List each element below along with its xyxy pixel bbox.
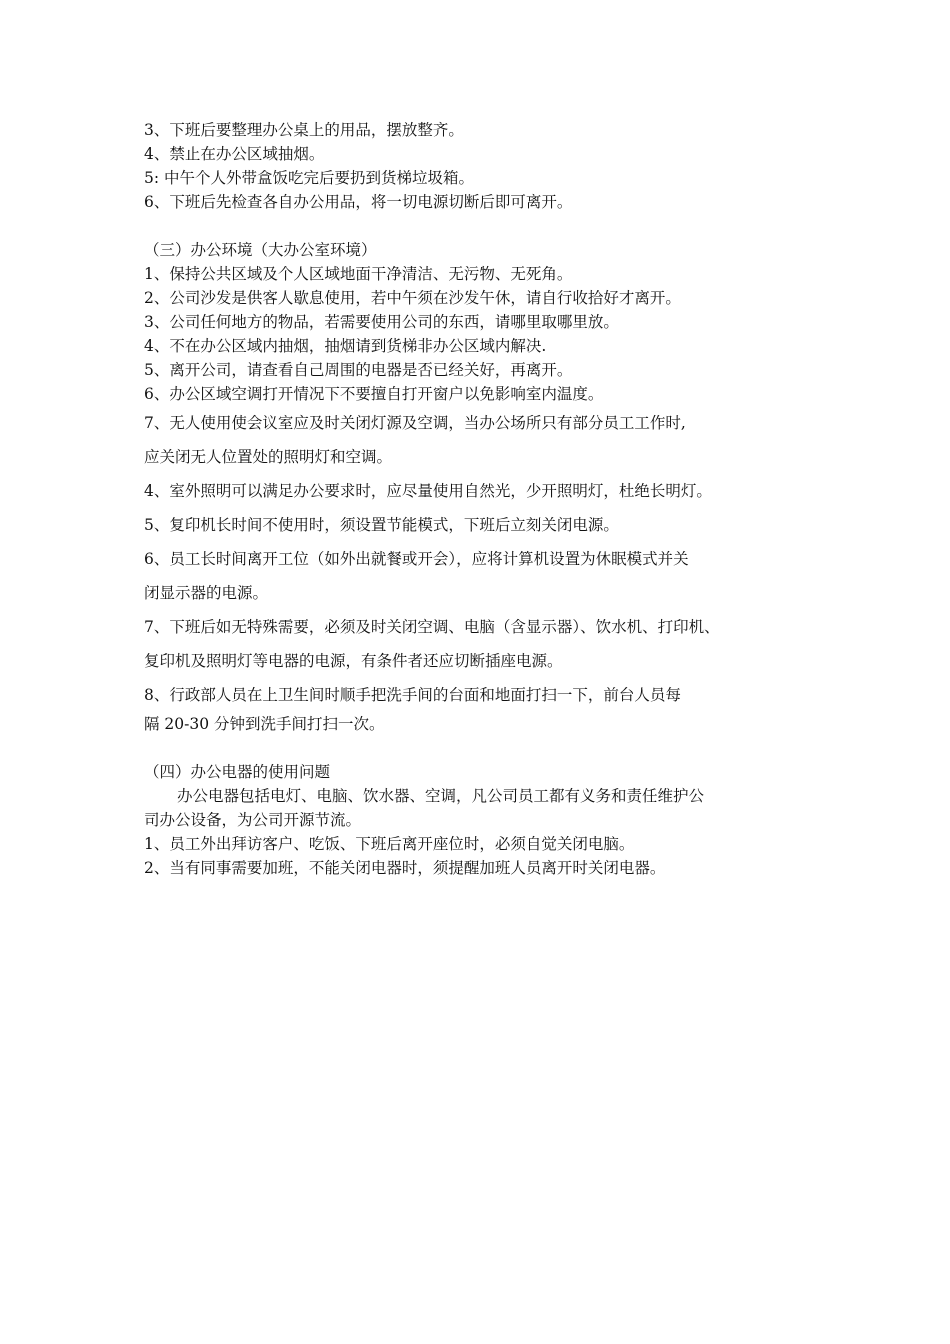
paragraph-line: 3、公司任何地方的物品，若需要使用公司的东西，请哪里取哪里放。 (144, 313, 619, 331)
paragraph-line: 闭显示器的电源。 (144, 584, 269, 602)
paragraph-line: 6、办公区域空调打开情况下不要擅自打开窗户以免影响室内温度。 (144, 385, 604, 403)
paragraph-line: 4、禁止在办公区域抽烟。 (144, 145, 325, 163)
paragraph-line: 1、员工外出拜访客户、吃饭、下班后离开座位时，必须自觉关闭电脑。 (144, 835, 635, 853)
paragraph-line: 6、员工长时间离开工位（如外出就餐或开会），应将计算机设置为休眠模式并关 (144, 550, 689, 568)
paragraph-line: 应关闭无人位置处的照明灯和空调。 (144, 448, 393, 466)
paragraph-line: 复印机及照明灯等电器的电源，有条件者还应切断插座电源。 (144, 652, 563, 670)
paragraph-line: 4、室外照明可以满足办公要求时，应尽量使用自然光，少开照明灯，杜绝长明灯。 (144, 482, 712, 500)
paragraph-line: 5、离开公司，请查看自己周围的电器是否已经关好，再离开。 (144, 361, 573, 379)
section-heading: （四）办公电器的使用问题 (144, 763, 331, 781)
paragraph-line: 3、下班后要整理办公桌上的用品，摆放整齐。 (144, 121, 464, 139)
spacer (144, 736, 814, 760)
paragraph-line: 司办公设备，为公司开源节流。 (144, 811, 362, 829)
paragraph-line: 办公电器包括电灯、电脑、饮水器、空调，凡公司员工都有义务和责任维护公 (177, 787, 705, 805)
paragraph-line: 5: 中午个人外带盒饭吃完后要扔到货梯垃圾箱。 (144, 169, 475, 187)
paragraph-line: 2、当有同事需要加班，不能关闭电器时，须提醒加班人员离开时关闭电器。 (144, 859, 666, 877)
paragraph-line: 8、行政部人员在上卫生间时顺手把洗手间的台面和地面打扫一下，前台人员每 (144, 686, 681, 704)
document-body (144, 118, 814, 880)
paragraph-line: 2、公司沙发是供客人歇息使用，若中午须在沙发午休，请自行收拾好才离开。 (144, 289, 681, 307)
paragraph-line: 7、无人使用使会议室应及时关闭灯源及空调，当办公场所只有部分员工工作时, (144, 414, 686, 432)
paragraph-line: 6、下班后先检查各自办公用品，将一切电源切断后即可离开。 (144, 193, 573, 211)
spacer (144, 214, 814, 238)
paragraph-line: 7、下班后如无特殊需要，必须及时关闭空调、电脑（含显示器）、饮水机、打印机、 (144, 618, 720, 636)
paragraph-line: 4、不在办公区域内抽烟，抽烟请到货梯非办公区域内解决. (144, 337, 547, 355)
paragraph-line: 隔 20-30 分钟到洗手间打扫一次。 (144, 715, 385, 733)
paragraph-line: 1、保持公共区域及个人区域地面干净清洁、无污物、无死角。 (144, 265, 573, 283)
section-heading: （三）办公环境（大办公室环境） (144, 241, 377, 259)
paragraph-line: 5、复印机长时间不使用时，须设置节能模式，下班后立刻关闭电源。 (144, 516, 619, 534)
